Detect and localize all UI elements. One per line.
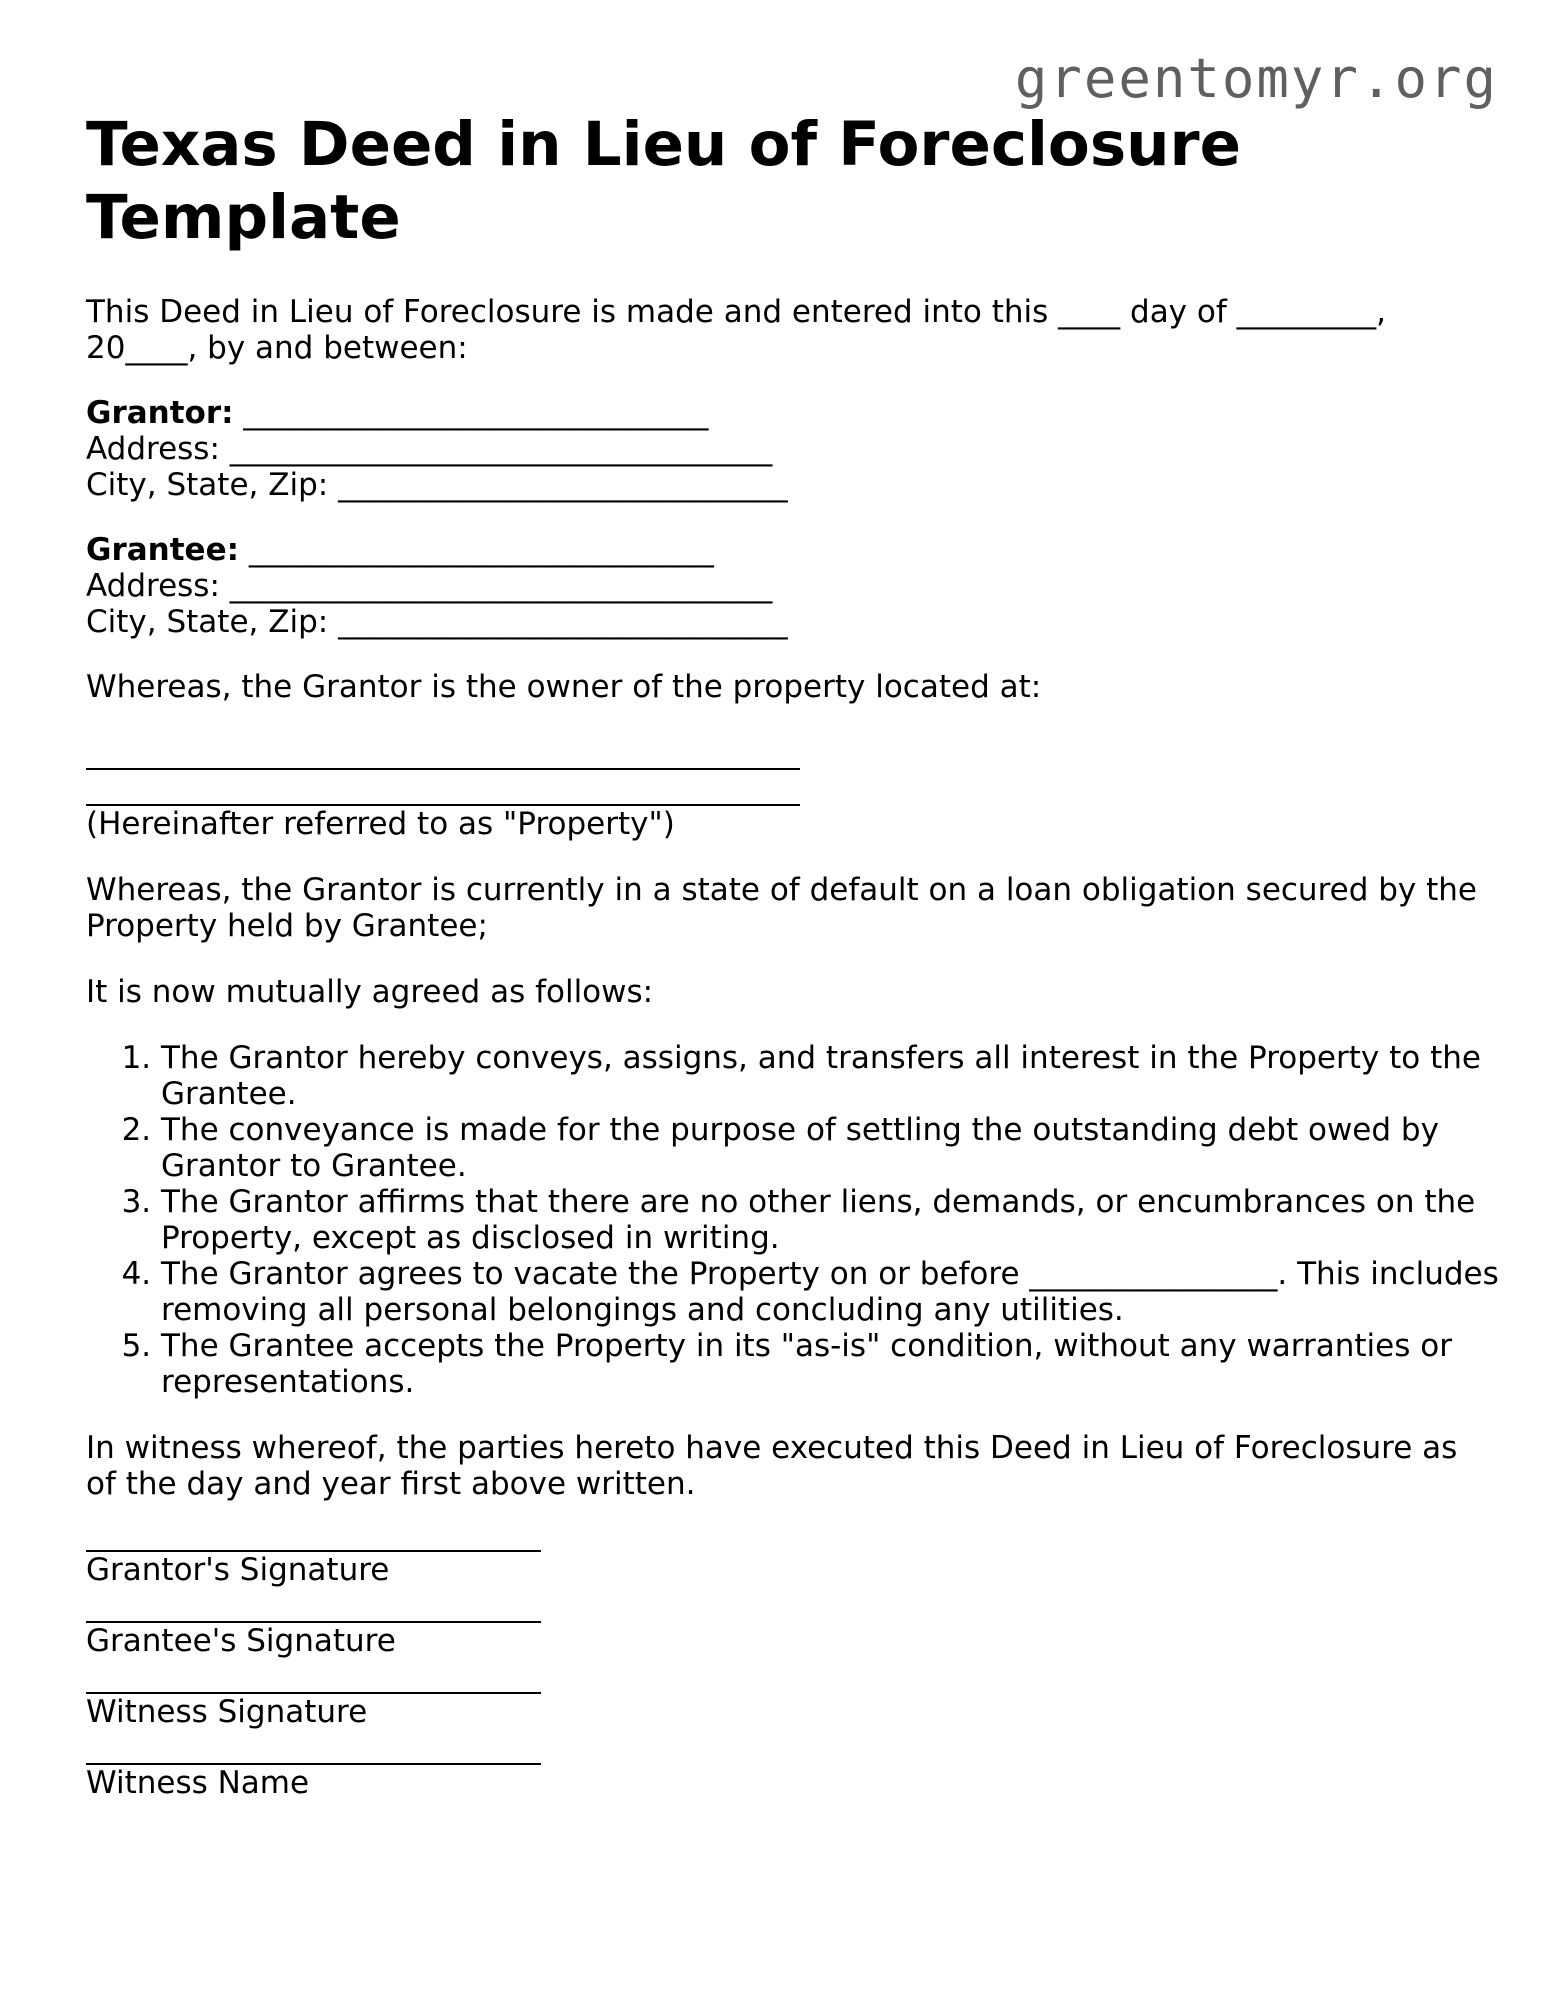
grantor-name-blank: ______________________________ <box>243 395 709 431</box>
terms-list <box>86 1040 1541 1400</box>
grantee-address-label: Address: <box>86 568 220 604</box>
property-line <box>86 770 800 806</box>
agreed-heading: It is now mutually agreed as follows: <box>86 974 654 1010</box>
term-item: 3. The Grantor affirms that there are no other liens, demands, or encumbrances on the Property, except as disclosed in writing. <box>161 1184 1541 1256</box>
witness-clause: In witness whereof, the parties hereto have executed this Deed in Lieu of Foreclosure as of the day and year first above written. <box>86 1430 1458 1502</box>
grantee-city-label: City, State, Zip: <box>86 604 329 640</box>
grantor-block <box>86 395 1486 503</box>
term-item: 4. The Grantor agrees to vacate the Property on or before ________________. This includes removing all personal belongings and concluding any utilities. <box>161 1256 1541 1328</box>
signature-label: Grantee's Signature <box>86 1623 396 1659</box>
signature-label: Witness Signature <box>86 1694 368 1730</box>
grantor-label: Grantor: <box>86 395 234 431</box>
grantee-name-blank: ______________________________ <box>248 532 714 568</box>
watermark: greentomyr.org <box>1014 47 1498 110</box>
term-item: 2. The conveyance is made for the purpose of settling the outstanding debt owed by Grantor to Grantee. <box>161 1112 1541 1184</box>
grantor-address-label: Address: <box>86 431 220 467</box>
grantee-address-blank: ___________________________________ <box>229 568 773 604</box>
term-item: 1. The Grantor hereby conveys, assigns, and transfers all interest in the Property to the Grantee. <box>161 1040 1541 1112</box>
property-note: (Hereinafter referred to as "Property") <box>86 806 675 842</box>
document-title: Texas Deed in Lieu of Foreclosure Template <box>86 109 1242 253</box>
grantor-address-blank: ___________________________________ <box>229 431 773 467</box>
grantee-city-blank: _____________________________ <box>338 604 788 640</box>
whereas-default: Whereas, the Grantor is currently in a state of default on a loan obligation secured by the Property held by Grantee; <box>86 872 1478 944</box>
property-line <box>86 734 800 770</box>
grantee-block <box>86 532 1486 640</box>
document-page <box>86 108 1499 1801</box>
grantor-city-blank: _____________________________ <box>338 467 788 503</box>
grantee-signature-block <box>86 1621 1486 1659</box>
whereas-owner: Whereas, the Grantor is the owner of the property located at: <box>86 669 1042 705</box>
property-address-lines <box>86 734 1486 842</box>
intro-paragraph: This Deed in Lieu of Foreclosure is made and entered into this ____ day of _________, 20____, by and between: <box>86 294 1386 366</box>
witness-name-block <box>86 1763 1486 1801</box>
witness-signature-block <box>86 1692 1486 1730</box>
grantor-signature-block <box>86 1550 1486 1588</box>
signature-label: Witness Name <box>86 1765 310 1801</box>
grantee-label: Grantee: <box>86 532 239 568</box>
grantor-city-label: City, State, Zip: <box>86 467 329 503</box>
term-item: 5. The Grantee accepts the Property in its "as-is" condition, without any warranties or representations. <box>161 1328 1541 1400</box>
signature-label: Grantor's Signature <box>86 1552 390 1588</box>
